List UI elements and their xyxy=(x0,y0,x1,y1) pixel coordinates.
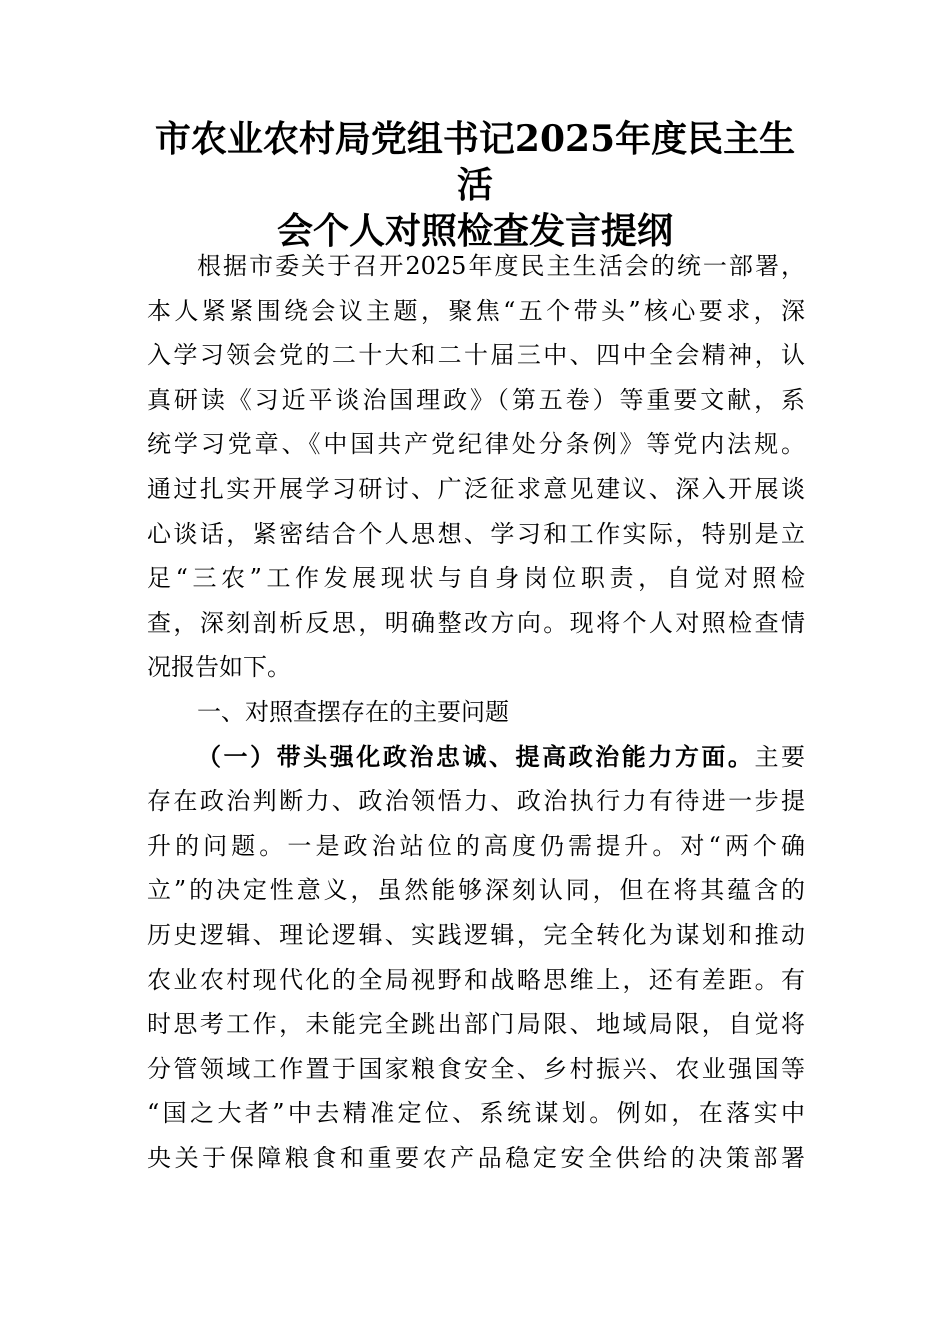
text-line: 分管领域工作置于国家粮食安全、乡村振兴、农业强国等 xyxy=(147,1054,805,1083)
intro-paragraph xyxy=(147,244,805,690)
text-line: 历史逻辑、理论逻辑、实践逻辑，完全转化为谋划和推动 xyxy=(147,920,805,949)
text-line: 真研读《习近平谈治国理政》（第五卷）等重要文献，系 xyxy=(147,385,805,414)
title-line: 会个人对照检查发言提纲 xyxy=(276,210,673,252)
text-line: 足“三农”工作发展现状与自身岗位职责，自觉对照检 xyxy=(147,564,805,593)
text-line: 时思考工作，未能完全跳出部门局限、地域局限，自觉将 xyxy=(147,1010,805,1039)
section-heading: 一、对照查摆存在的主要问题 xyxy=(197,697,509,726)
text-line: 升的问题。一是政治站位的高度仍需提升。对“两个确 xyxy=(147,831,805,860)
subsection-title: （一）带头强化政治忠诚、提高政治能力方面。 xyxy=(197,741,755,771)
text-line: 立”的决定性意义，虽然能够深刻认同，但在将其蕴含的 xyxy=(147,876,805,905)
text-line: 存在政治判断力、政治领悟力、政治执行力有待进一步提 xyxy=(147,787,805,816)
document-body xyxy=(147,244,805,1180)
text-line: 央关于保障粮食和重要农产品稳定安全供给的决策部署 xyxy=(147,1143,805,1172)
text-line: 本人紧紧围绕会议主题，聚焦“五个带头”核心要求，深 xyxy=(147,296,805,325)
text-line: 通过扎实开展学习研讨、广泛征求意见建议、深入开展谈 xyxy=(147,474,805,503)
text-line: 查，深刻剖析反思，明确整改方向。现将个人对照检查情 xyxy=(147,608,805,637)
subsection-paragraph xyxy=(147,779,805,1180)
text-line: “国之大者”中去精准定位、系统谋划。例如，在落实中 xyxy=(147,1099,805,1128)
text-line: 统学习党章、《中国共产党纪律处分条例》等党内法规。 xyxy=(147,430,805,459)
text-line: 农业农村现代化的全局视野和战略思维上，还有差距。有 xyxy=(147,965,805,994)
text-line: 根据市委关于召开2025年度民主生活会的统一部署， xyxy=(197,252,805,280)
subsection-first-line xyxy=(147,735,805,780)
text-line: 况报告如下。 xyxy=(147,653,291,682)
text-line: 入学习领会党的二十大和二十届三中、四中全会精神，认 xyxy=(147,341,805,370)
document-title xyxy=(140,116,810,254)
title-line: 市农业农村局党组书记2025年度民主生活 xyxy=(154,118,796,206)
subsection-text: 主要 xyxy=(754,742,805,771)
text-line: 心谈话，紧密结合个人思想、学习和工作实际，特别是立 xyxy=(147,519,805,548)
